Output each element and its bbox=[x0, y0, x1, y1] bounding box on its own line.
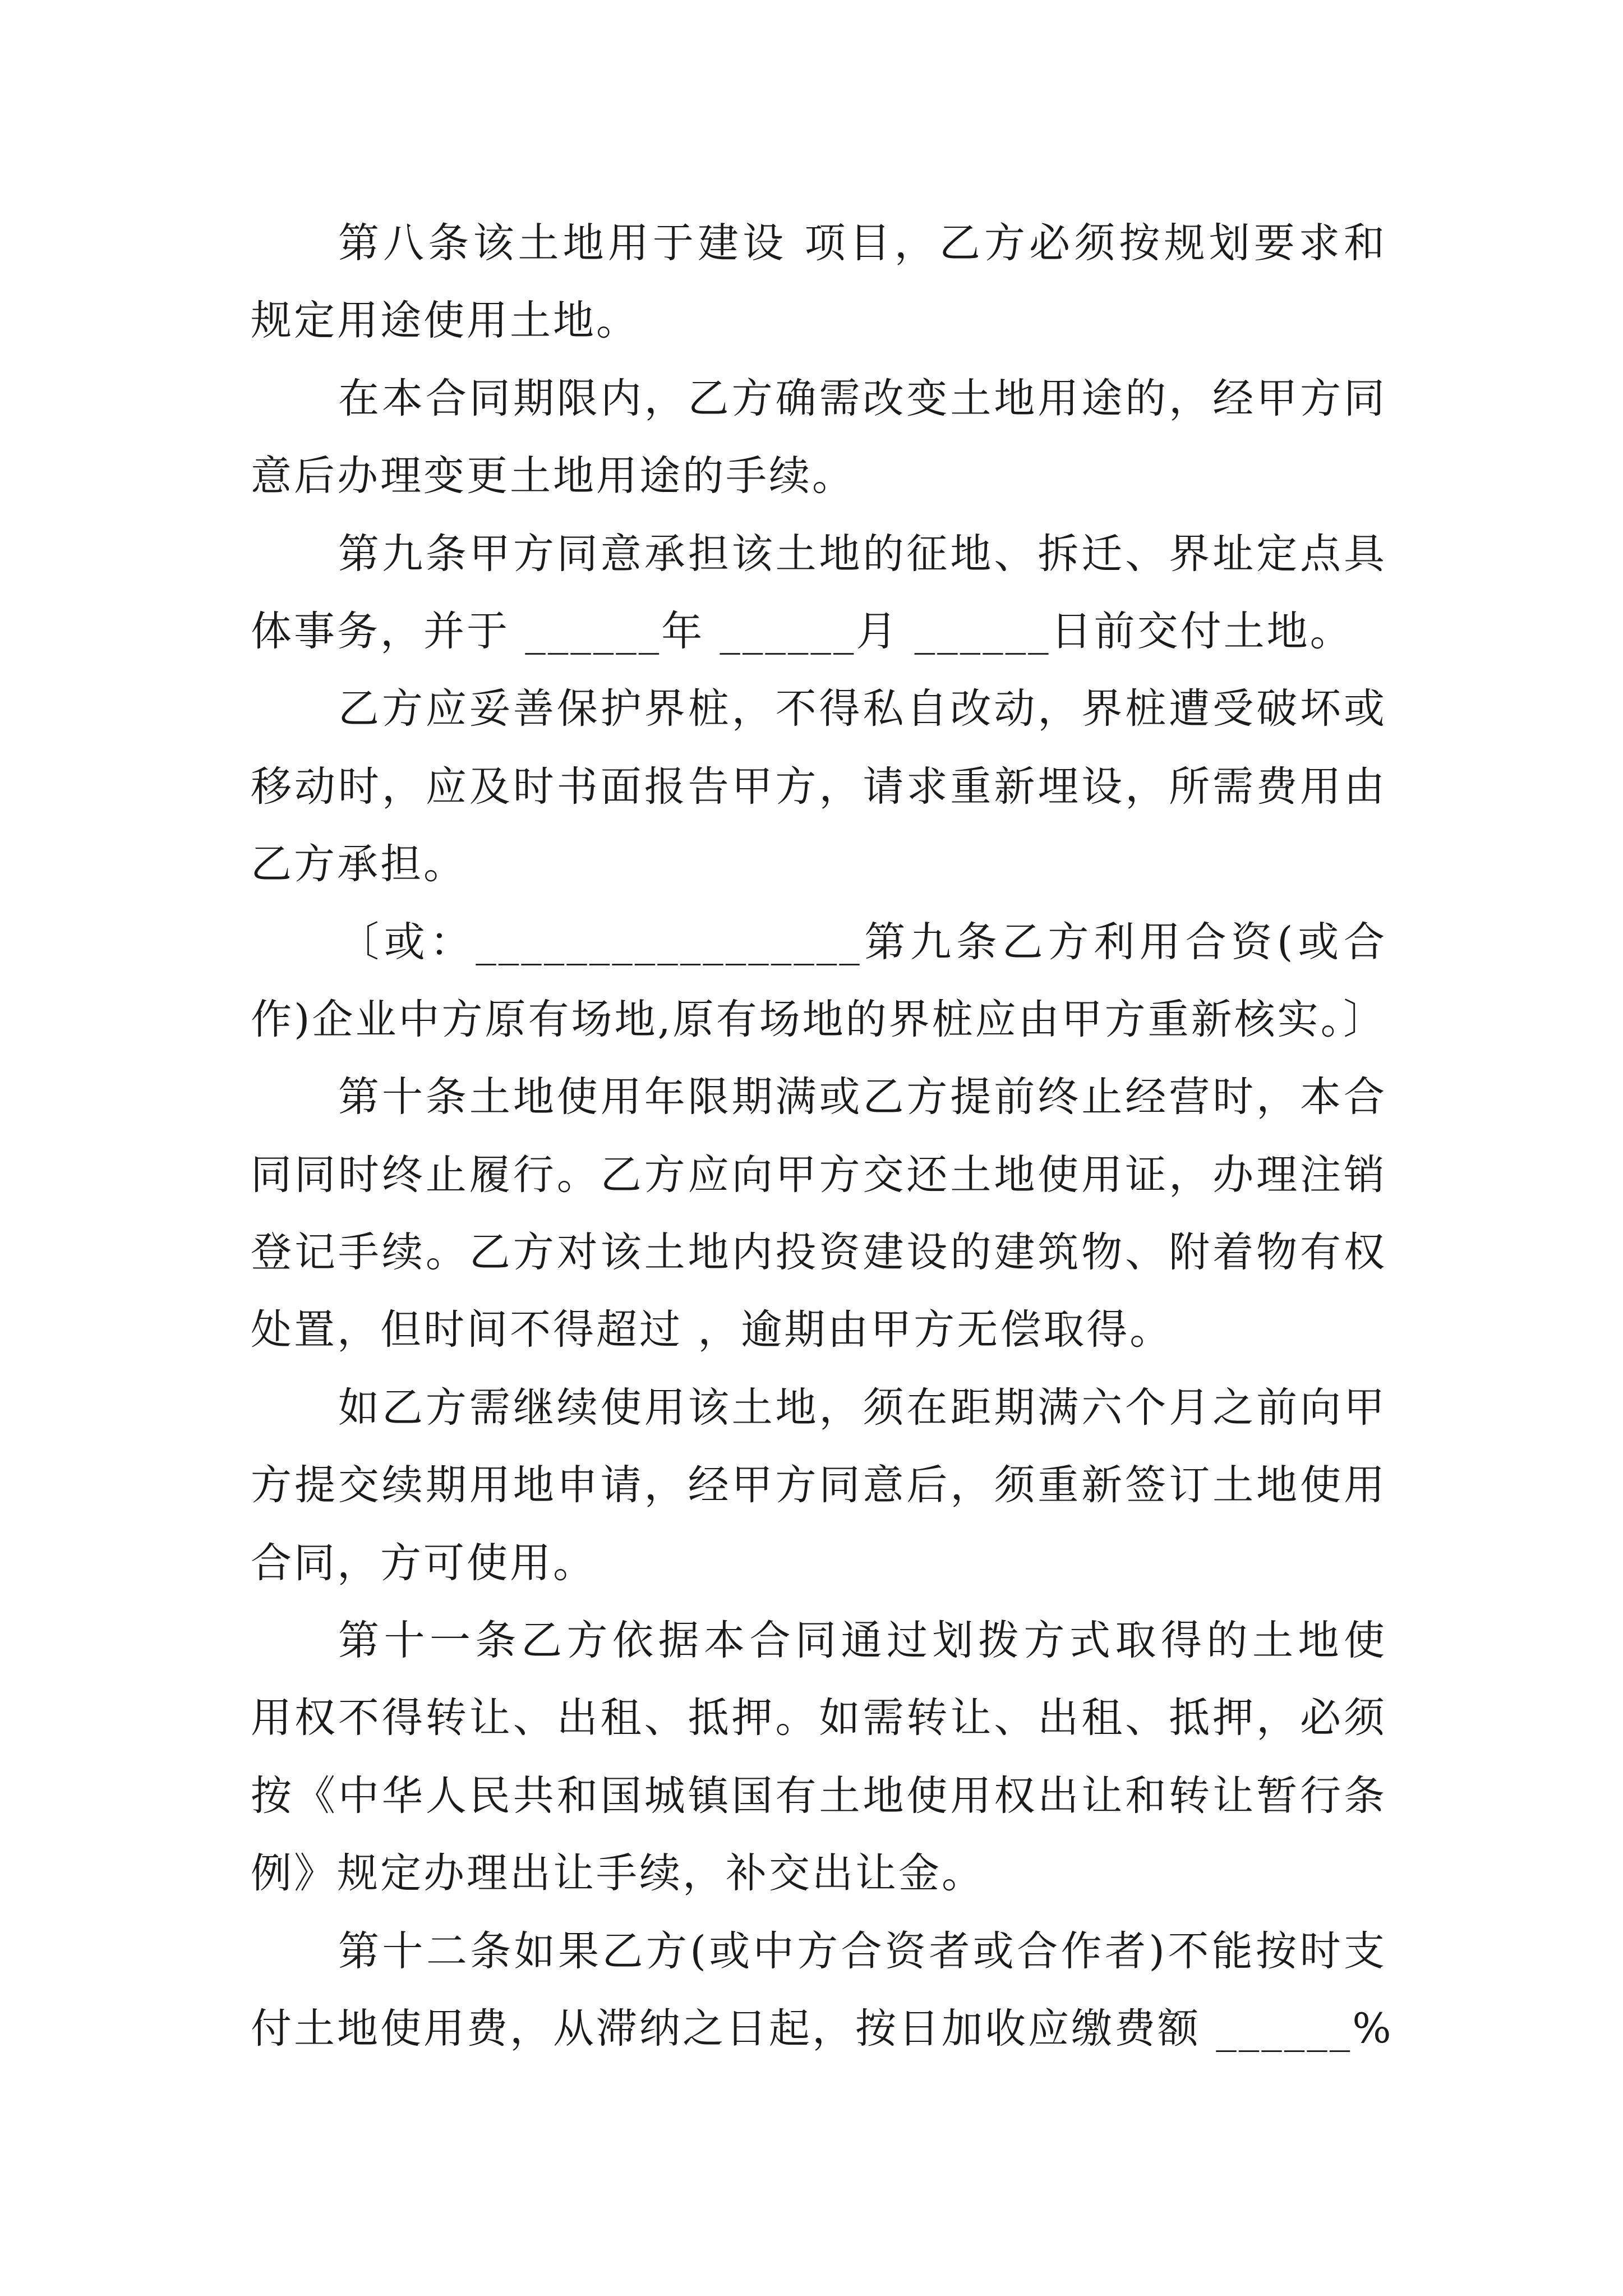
text-line: 移动时，应及时书面报告甲方，请求重新埋设，所需费用由 bbox=[251, 762, 1387, 811]
text-line: 第九条甲方同意承担该土地的征地、拆迁、界址定点具 bbox=[338, 530, 1387, 578]
text-line: 合同，方可使用。 bbox=[251, 1539, 596, 1587]
article-10-paragraph bbox=[251, 1059, 1387, 1369]
article-8-paragraph bbox=[251, 205, 1387, 360]
text-line: 按《中华人民共和国城镇国有土地使用权出让和转让暂行条 bbox=[251, 1772, 1387, 1820]
text-line: 用权不得转让、出租、抵押。如需转让、出租、抵押，必须 bbox=[251, 1694, 1387, 1742]
text-line: 作)企业中方原有场地,原有场地的界桩应由甲方重新核实。〕 bbox=[251, 995, 1387, 1043]
text-line: 第十一条乙方依据本合同通过划拨方式取得的土地使 bbox=[338, 1617, 1387, 1665]
text-line: 登记手续。乙方对该土地内投资建设的建筑物、附着物有权 bbox=[251, 1228, 1387, 1277]
text-line: 〔或：_________________第九条乙方利用合资(或合 bbox=[338, 918, 1387, 966]
text-line: 第八条该土地用于建设 项目，乙方必须按规划要求和 bbox=[338, 219, 1387, 267]
article-8-change-paragraph bbox=[251, 360, 1387, 516]
text-line: 乙方承担。 bbox=[251, 840, 467, 889]
text-line: 乙方应妥善保护界桩，不得私自改动，界桩遭受破坏或 bbox=[338, 685, 1387, 733]
document-body bbox=[251, 205, 1394, 2068]
text-line: 体事务，并于 ______年 ______月 ______日前交付土地。 bbox=[251, 607, 1353, 655]
text-line: 方提交续期用地申请，经甲方同意后，须重新签订土地使用 bbox=[251, 1461, 1387, 1510]
text-line: 第十二条如果乙方(或中方合资者或合作者)不能按时支 bbox=[338, 1927, 1387, 1975]
text-line: 例》规定办理出让手续，补交出让金。 bbox=[251, 1849, 985, 1898]
article-10-renewal-paragraph bbox=[251, 1369, 1387, 1602]
text-line: 付土地使用费，从滞纳之日起，按日加收应缴费额 ______% bbox=[251, 2004, 1394, 2053]
article-9-paragraph bbox=[251, 516, 1387, 671]
article-9-alternative-paragraph bbox=[251, 904, 1387, 1059]
text-line: 如乙方需继续使用该土地，须在距期满六个月之前向甲 bbox=[338, 1383, 1387, 1432]
text-line: 同同时终止履行。乙方应向甲方交还土地使用证，办理注销 bbox=[251, 1151, 1387, 1199]
article-9-boundary-paragraph bbox=[251, 670, 1387, 903]
article-11-paragraph bbox=[251, 1602, 1387, 1913]
text-line: 处置，但时间不得超过 ，逾期由甲方无偿取得。 bbox=[251, 1306, 1173, 1354]
text-line: 意后办理变更土地用途的手续。 bbox=[251, 452, 855, 500]
text-line: 在本合同期限内，乙方确需改变土地用途的，经甲方同 bbox=[338, 374, 1387, 422]
article-12-paragraph bbox=[251, 1913, 1394, 2068]
text-line: 第十条土地使用年限期满或乙方提前终止经营时，本合 bbox=[338, 1073, 1387, 1121]
text-line: 规定用途使用土地。 bbox=[251, 297, 639, 345]
